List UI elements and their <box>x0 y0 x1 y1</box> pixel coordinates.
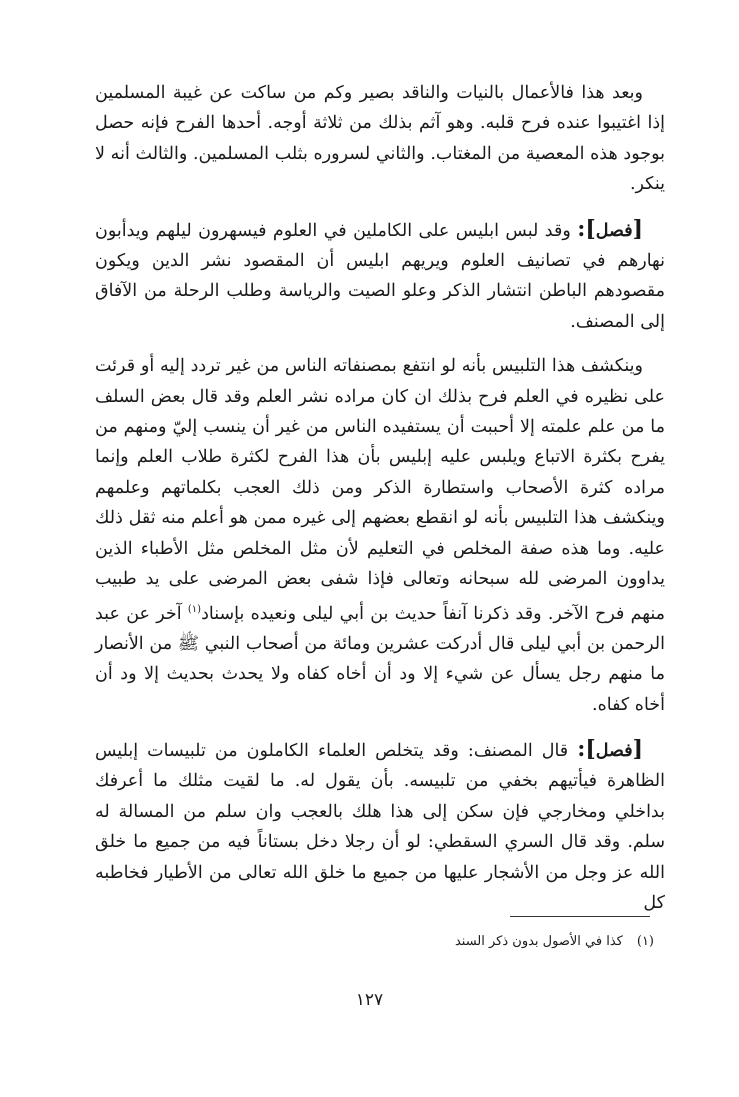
main-text <box>95 78 665 932</box>
footnote-number: (١) <box>636 934 654 949</box>
footnote-divider <box>510 916 650 917</box>
section-label: [فصل]: <box>577 735 643 762</box>
paragraph-3: وينكشف هذا التلبيس بأنه لو انتفع بمصنفاته الناس من غير تردد إليه أو قرئت على نظيره في العلم فرح بذلك ان كان مراده نشر العلم وقد قال بعض السلف ما من علم علمته إلا أحببت أن يستفيده الناس من غير أن ينسب إليّ ومنهم من يفرح بكثرة الاتباع ويلبس عليه إبليس بأن هذا الفرح لكثرة طلاب العلم وإنما مراده كثرة الأصحاب واستطارة الذكر ومن ذلك العجب بكلماتهم وعلمهم وينكشف هذا التلبيس بأنه لو انقطع بعضهم إلى غيره ممن هو أعلم منه ثقل ذلك عليه. وما هذه صفة المخلص في التعليم لأن مثل المخلص مثل الأطباء الذين يداوون المرضى لله سبحانه وتعالى فإذا شفى بعض المرضى على يد طبيب منهم فرح الآخر. وقد ذكرنا آنفاً حديث بن أبي ليلى ونعيده بإسناد$^{(١)}$ آخر عن عبد الرحمن بن أبي ليلى قال أدركت عشرين ومائة من أصحاب النبي ﷺ من الأنصار ما منهم رجل يسأل عن شيء إلا ود أن أخاه كفاه ولا يحدث بحديث إلا ود أن أخاه كفاه. <box>95 356 665 715</box>
page-number: ١٢٧ <box>355 990 384 1010</box>
paragraph-1: وبعد هذا فالأعمال بالنيات والناقد بصير وكم من ساكت عن غيبة المسلمين إذا اغتيبوا عنده فرح قلبه. وهو آثم بذلك من ثلاثة أوجه. أحدها الفرح فإنه حصل بوجود هذه المعصية من المغتاب. والثاني لسروره بثلب المسلمين. والثالث أنه لا ينكر. <box>95 83 665 195</box>
footnote-reference: (١) <box>187 603 202 615</box>
paragraph-4: [فصل]: قال المصنف: وقد يتخلص العلماء الكاملون من تلبيسات إبليس الظاهرة فيأتيهم بخفي من تلبيسه. بأن يقول له. ما لقيت مثلك ما أعرفك بداخلي ومخارجي فإن سكن إلى هذا هلك بالعجب وان سلم من المسالة له سلم. وقد قال السري السقطي: لو أن رجلا دخل بستاناً فيه من جميع ما خلق الله عز وجل من الأشجار عليها من جميع ما خلق الله تعالى من الأطيار فخاطبه كل <box>95 735 665 913</box>
footnote <box>380 932 654 952</box>
footnote-text: كذا في الأصول بدون ذكر السند <box>454 934 623 949</box>
section-label: [فصل]: <box>577 215 643 242</box>
paragraph-2: [فصل]: وقد لبس ابليس على الكاملين في العلوم فيسهرون ليلهم ويدأبون نهارهم في تصانيف العلوم ويريهم ابليس أن المقصود نشر الدين ويكون مقصودهم الباطن انتشار الذكر وعلو الصيت والرياسة وطلب الرحلة من الآفاق إلى المصنف. <box>95 215 665 332</box>
